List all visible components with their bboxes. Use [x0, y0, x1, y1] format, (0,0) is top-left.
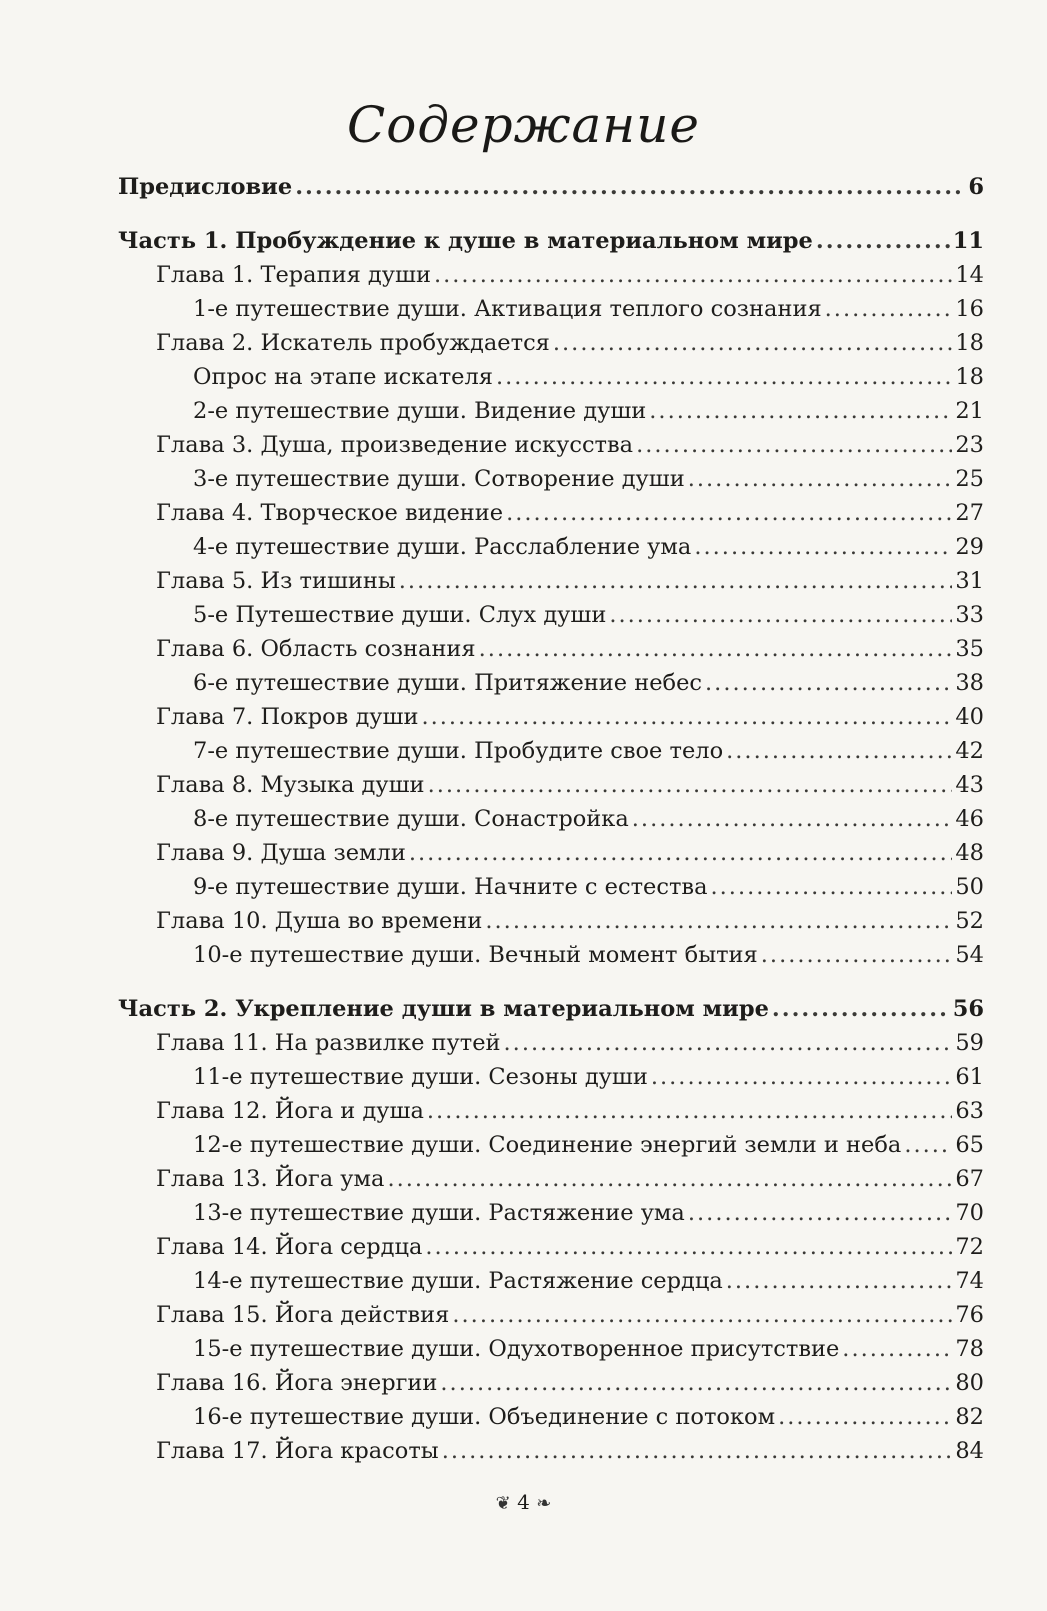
toc-entry-page: 29	[955, 534, 984, 560]
toc-entry-page: 50	[955, 874, 984, 900]
dot-leader	[632, 806, 953, 832]
page-footer	[0, 1490, 1047, 1514]
toc-entry-label: Глава 7. Покров души	[156, 704, 419, 730]
toc-entry-page: 35	[955, 636, 984, 662]
toc-chapter	[156, 500, 984, 532]
toc-entry-label: 16-е путешествие души. Объединение с потоком	[193, 1404, 776, 1430]
toc-entry-label: Предисловие	[118, 174, 293, 200]
toc-part-heading	[118, 996, 984, 1028]
dot-leader	[434, 262, 952, 288]
toc-entry-page: 31	[955, 568, 984, 594]
dot-leader	[504, 1030, 953, 1056]
toc-subentry	[193, 466, 984, 498]
dot-leader	[452, 1302, 952, 1328]
toc-entry-label: 8-е путешествие души. Сонастройка	[193, 806, 629, 832]
toc-entry-label: Часть 2. Укрепление души в материальном мире	[118, 996, 769, 1022]
dot-leader	[688, 466, 953, 492]
toc-subentry	[193, 364, 984, 396]
toc-chapter	[156, 908, 984, 940]
toc-entry-label: Глава 9. Душа земли	[156, 840, 406, 866]
toc-entry-label: Глава 15. Йога действия	[156, 1302, 450, 1328]
toc-entry-page: 61	[955, 1064, 984, 1090]
dot-leader	[485, 908, 952, 934]
dot-leader	[842, 1336, 952, 1362]
toc-entry-label: Глава 6. Область сознания	[156, 636, 476, 662]
toc-entry-label: Часть 1. Пробуждение к душе в материальном мире	[118, 228, 813, 254]
toc-chapter	[156, 1234, 984, 1266]
dot-leader	[609, 602, 952, 628]
toc-entry-label: 2-е путешествие души. Видение души	[193, 398, 647, 424]
dot-leader	[694, 534, 952, 560]
toc-subentry	[193, 1268, 984, 1300]
toc-chapter	[156, 636, 984, 668]
toc-entry-label: 9-е путешествие души. Начните с естества	[193, 874, 708, 900]
toc-subentry	[193, 806, 984, 838]
toc-chapter	[156, 262, 984, 294]
dot-leader	[295, 174, 965, 200]
toc-entry-page: 33	[955, 602, 984, 628]
dot-leader	[421, 704, 952, 730]
toc-entry-page: 63	[955, 1098, 984, 1124]
toc-entry-page: 70	[955, 1200, 984, 1226]
toc-entry-page: 67	[955, 1166, 984, 1192]
toc-entry-label: Глава 4. Творческое видение	[156, 500, 504, 526]
dot-leader	[705, 670, 952, 696]
dot-leader	[428, 772, 953, 798]
dot-leader	[479, 636, 953, 662]
toc-entry-page: 6	[968, 174, 984, 200]
toc-entry-label: 12-е путешествие души. Соединение энергий земли и неба	[193, 1132, 902, 1158]
dot-leader	[772, 996, 950, 1022]
toc-entry-label: Глава 3. Душа, произведение искусства	[156, 432, 634, 458]
toc-entry-label: 15-е путешествие души. Одухотворенное присутствие	[193, 1336, 840, 1362]
toc-entry-page: 54	[955, 942, 984, 968]
toc-entry-page: 72	[955, 1234, 984, 1260]
toc-entry-page: 11	[952, 228, 984, 254]
dot-leader	[506, 500, 952, 526]
toc-subentry	[193, 738, 984, 770]
toc-entry-page: 80	[955, 1370, 984, 1396]
toc-subentry	[193, 602, 984, 634]
page-number: 4	[517, 1490, 530, 1514]
toc-entry-label: Глава 8. Музыка души	[156, 772, 425, 798]
toc-chapter	[156, 568, 984, 600]
dot-leader	[649, 398, 952, 424]
dot-leader	[409, 840, 953, 866]
toc-entry-page: 46	[955, 806, 984, 832]
toc-entry-label: 1-е путешествие души. Активация теплого сознания	[193, 296, 822, 322]
toc-entry-label: 7-е путешествие души. Пробудите свое тело	[193, 738, 724, 764]
toc-chapter	[156, 1098, 984, 1130]
toc-subentry	[193, 534, 984, 566]
toc-entry-label: 4-е путешествие души. Расслабление ума	[193, 534, 692, 560]
toc-entry-page: 82	[955, 1404, 984, 1430]
dot-leader	[904, 1132, 952, 1158]
toc-subentry	[193, 670, 984, 702]
toc-chapter	[156, 432, 984, 464]
toc-entry-page: 25	[955, 466, 984, 492]
dot-leader	[651, 1064, 953, 1090]
left-ornament-icon: ❦	[495, 1493, 511, 1514]
toc-subentry	[193, 1200, 984, 1232]
toc-entry-page: 40	[955, 704, 984, 730]
page-title: Содержание	[346, 96, 701, 154]
toc-subentry	[193, 296, 984, 328]
dot-leader	[726, 738, 952, 764]
toc-entry-label: Глава 10. Душа во времени	[156, 908, 483, 934]
toc-entry-page: 18	[955, 330, 984, 356]
toc-entry-label: 6-е путешествие души. Притяжение небес	[193, 670, 703, 696]
toc-entry-label: 5-е Путешествие души. Слух души	[193, 602, 607, 628]
toc-entry-label: Глава 2. Искатель пробуждается	[156, 330, 550, 356]
toc-entry-page: 52	[955, 908, 984, 934]
toc-entry-page: 42	[955, 738, 984, 764]
toc-entry-label: Глава 14. Йога сердца	[156, 1234, 423, 1260]
toc-entry-page: 48	[955, 840, 984, 866]
toc-entry-label: Глава 11. На развилке путей	[156, 1030, 501, 1056]
toc-chapter	[156, 1438, 984, 1470]
toc-part-heading	[118, 228, 984, 260]
toc-entry-label: 14-е путешествие души. Растяжение сердца	[193, 1268, 723, 1294]
toc-chapter	[156, 772, 984, 804]
dot-leader	[778, 1404, 952, 1430]
dot-leader	[761, 942, 953, 968]
toc-entry-page: 38	[955, 670, 984, 696]
dot-leader	[387, 1166, 952, 1192]
toc-entry-label: Глава 1. Терапия души	[156, 262, 431, 288]
dot-leader	[496, 364, 952, 390]
dot-leader	[636, 432, 952, 458]
toc-entry-label: 13-е путешествие души. Растяжение ума	[193, 1200, 685, 1226]
toc-entry-page: 18	[955, 364, 984, 390]
toc-chapter	[156, 1166, 984, 1198]
toc-entry-page: 78	[955, 1336, 984, 1362]
toc-entry-label: 10-е путешествие души. Вечный момент бытия	[193, 942, 758, 968]
toc-entry-page: 16	[955, 296, 984, 322]
toc-chapter	[156, 1030, 984, 1062]
toc-chapter	[156, 1370, 984, 1402]
dot-leader	[427, 1098, 952, 1124]
toc-subentry	[193, 1064, 984, 1096]
dot-leader	[711, 874, 953, 900]
dot-leader	[553, 330, 952, 356]
toc-entry-page: 43	[955, 772, 984, 798]
toc-entry-page: 84	[955, 1438, 984, 1464]
toc-entry-label: Глава 17. Йога красоты	[156, 1438, 439, 1464]
toc-subentry	[193, 1404, 984, 1436]
toc-entry-label: Глава 13. Йога ума	[156, 1166, 385, 1192]
toc-part-heading	[118, 174, 984, 206]
toc-entry-page: 23	[955, 432, 984, 458]
toc-entry-label: 3-е путешествие души. Сотворение души	[193, 466, 685, 492]
toc-subentry	[193, 398, 984, 430]
dot-leader	[825, 296, 953, 322]
dot-leader	[440, 1370, 952, 1396]
toc-subentry	[193, 942, 984, 974]
toc-entry-page: 27	[955, 500, 984, 526]
toc-entry-label: 11-е путешествие души. Сезоны души	[193, 1064, 648, 1090]
dot-leader	[688, 1200, 953, 1226]
toc-chapter	[156, 840, 984, 872]
toc-entry-page: 76	[955, 1302, 984, 1328]
toc-entry-label: Глава 16. Йога энергии	[156, 1370, 438, 1396]
toc-entry-label: Глава 12. Йога и душа	[156, 1098, 424, 1124]
dot-leader	[399, 568, 953, 594]
toc-entry-label: Опрос на этапе искателя	[193, 364, 493, 390]
toc-entry-page: 21	[955, 398, 984, 424]
toc-subentry	[193, 1132, 984, 1164]
toc-chapter	[156, 704, 984, 736]
dot-leader	[726, 1268, 953, 1294]
toc-subentry	[193, 874, 984, 906]
toc-subentry	[193, 1336, 984, 1368]
toc-chapter	[156, 1302, 984, 1334]
dot-leader	[442, 1438, 953, 1464]
right-ornament-icon: ❧	[536, 1493, 552, 1514]
toc-chapter	[156, 330, 984, 362]
dot-leader	[816, 228, 950, 254]
toc-entry-page: 56	[952, 996, 984, 1022]
toc-entry-page: 65	[955, 1132, 984, 1158]
toc-entry-page: 14	[955, 262, 984, 288]
dot-leader	[425, 1234, 952, 1260]
toc-entry-page: 59	[955, 1030, 984, 1056]
toc-entry-page: 74	[955, 1268, 984, 1294]
toc-entry-label: Глава 5. Из тишины	[156, 568, 396, 594]
